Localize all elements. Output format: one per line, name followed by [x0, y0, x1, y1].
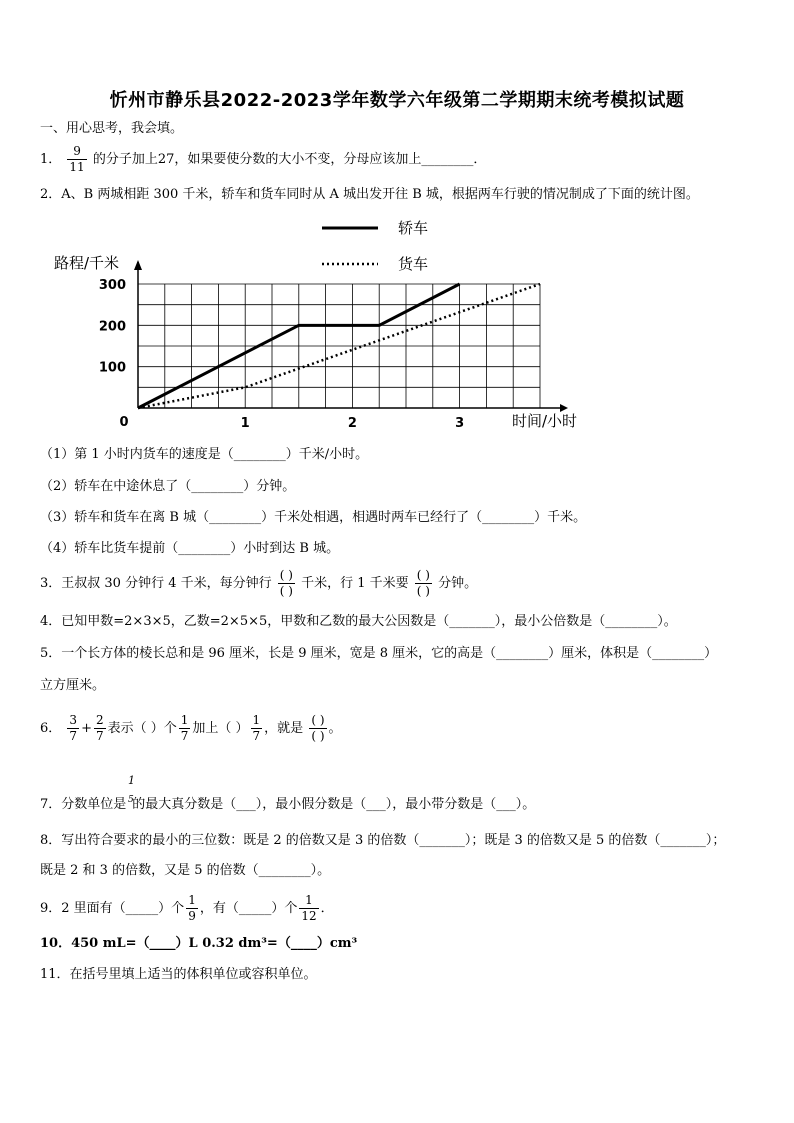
question-9: 9．2 里面有（_____）个 $\frac{1}{9}$ ，有（_____）个 $\frac{1}{12}$ ． [40, 893, 334, 923]
answer-blank[interactable]: ________ [421, 152, 474, 167]
y-tick-label: 100 [98, 360, 126, 376]
question-8-cont: 既是 2 和 3 的倍数，又是 5 的倍数（________）。 [40, 863, 331, 878]
question-8: 8．写出符合要求的最小的三位数：既是 2 的倍数又是 3 的倍数（_______）；既是 3 的倍数又是 5 的倍数（_______）； [40, 833, 726, 848]
section-heading: 一、用心思考，我会填。 [40, 121, 184, 136]
question-2-2: （2）轿车在中途休息了（________）分钟。 [40, 479, 296, 494]
fraction: $\frac{1}{12}$ [301, 893, 317, 923]
question-4: 4．已知甲数=2×3×5，乙数=2×5×5，甲数和乙数的最大公因数是（_______），最小公倍数是（________）。 [40, 614, 677, 629]
y-tick-label: 200 [98, 319, 126, 335]
question-7: 7．分数单位是 的最大真分数是（___），最小假分数是（___），最小带分数是（___）。 [40, 797, 536, 812]
fraction: $\frac{1}{7}$ [180, 713, 189, 743]
question-2-4: （4）轿车比货车提前（________）小时到达 B 城。 [40, 541, 340, 556]
question-11: 11．在括号里填上适当的体积单位或容积单位。 [40, 967, 317, 982]
y-axis-label: 路程/千米 [54, 254, 120, 272]
fraction-numerator: 1 [128, 774, 135, 787]
question-6: 6． $\frac{3}{7}$ + $\frac{2}{7}$ 表示（ ）个 $\frac{1}{7}$ 加上（ ） $\frac{1}{7}$ ，就是 $\frac{( )}{( )}$ 。 [40, 713, 342, 743]
fraction: $\frac{1}{9}$ [188, 893, 196, 923]
question-5-cont: 立方厘米。 [40, 678, 106, 693]
blank-fraction[interactable]: $\frac{( )}{( )}$ [279, 568, 293, 598]
x-tick-label: 0 [119, 415, 129, 430]
fraction: $\frac{3}{7}$ [69, 713, 78, 743]
question-2: 2．A、B 两城相距 300 千米，轿车和货车同时从 A 城出发开往 B 城，根据两车行驶的情况制成了下面的统计图。 [40, 187, 699, 202]
fraction: $\frac{2}{7}$ [95, 713, 104, 743]
fraction-denominator: 5 [128, 795, 134, 805]
blank-fraction[interactable]: $\frac{( )}{( )}$ [416, 568, 430, 598]
legend-label: 货车 [398, 255, 429, 273]
x-tick-label: 3 [455, 416, 465, 431]
y-axis-arrow [134, 260, 142, 270]
page-title: 忻州市静乐县2022-2023学年数学六年级第二学期期末统考模拟试题 [109, 90, 685, 111]
x-tick-label: 1 [240, 416, 250, 431]
question-10: 10．450 mL=（____）L 0.32 dm³=（____）cm³ [40, 936, 358, 951]
x-axis-label: 时间/小时 [512, 412, 578, 430]
blank-fraction[interactable]: $\frac{( )}{( )}$ [311, 713, 325, 743]
x-tick-label: 2 [347, 416, 357, 431]
distance-time-chart [40, 210, 600, 440]
legend-label: 轿车 [398, 219, 429, 237]
x-axis-arrow [560, 404, 568, 412]
question-2-1: （1）第 1 小时内货车的速度是（________）千米/小时。 [40, 447, 369, 462]
fraction: $\frac{1}{7}$ [252, 713, 261, 743]
question-1: 1． $\frac{9}{11}$ 的分子加上27，如果要使分数的大小不变，分母应该加上________． [40, 144, 487, 174]
question-3: 3．王叔叔 30 分钟行 4 千米，每分钟行 $\frac{( )}{( )}$ 千米，行 1 千米要 $\frac{( )}{( )}$ 分钟。 [40, 568, 478, 598]
fraction: $\frac{9}{11}$ [69, 144, 85, 174]
question-2-3: （3）轿车和货车在离 B 城（________）千米处相遇，相遇时两车已经行了（________）千米。 [40, 510, 587, 525]
chart-svg [40, 210, 600, 440]
y-tick-label: 300 [98, 278, 126, 293]
question-5: 5．一个长方体的棱长总和是 96 厘米，长是 9 厘米，宽是 8 厘米，它的高是（________）厘米，体积是（________） [40, 646, 718, 661]
